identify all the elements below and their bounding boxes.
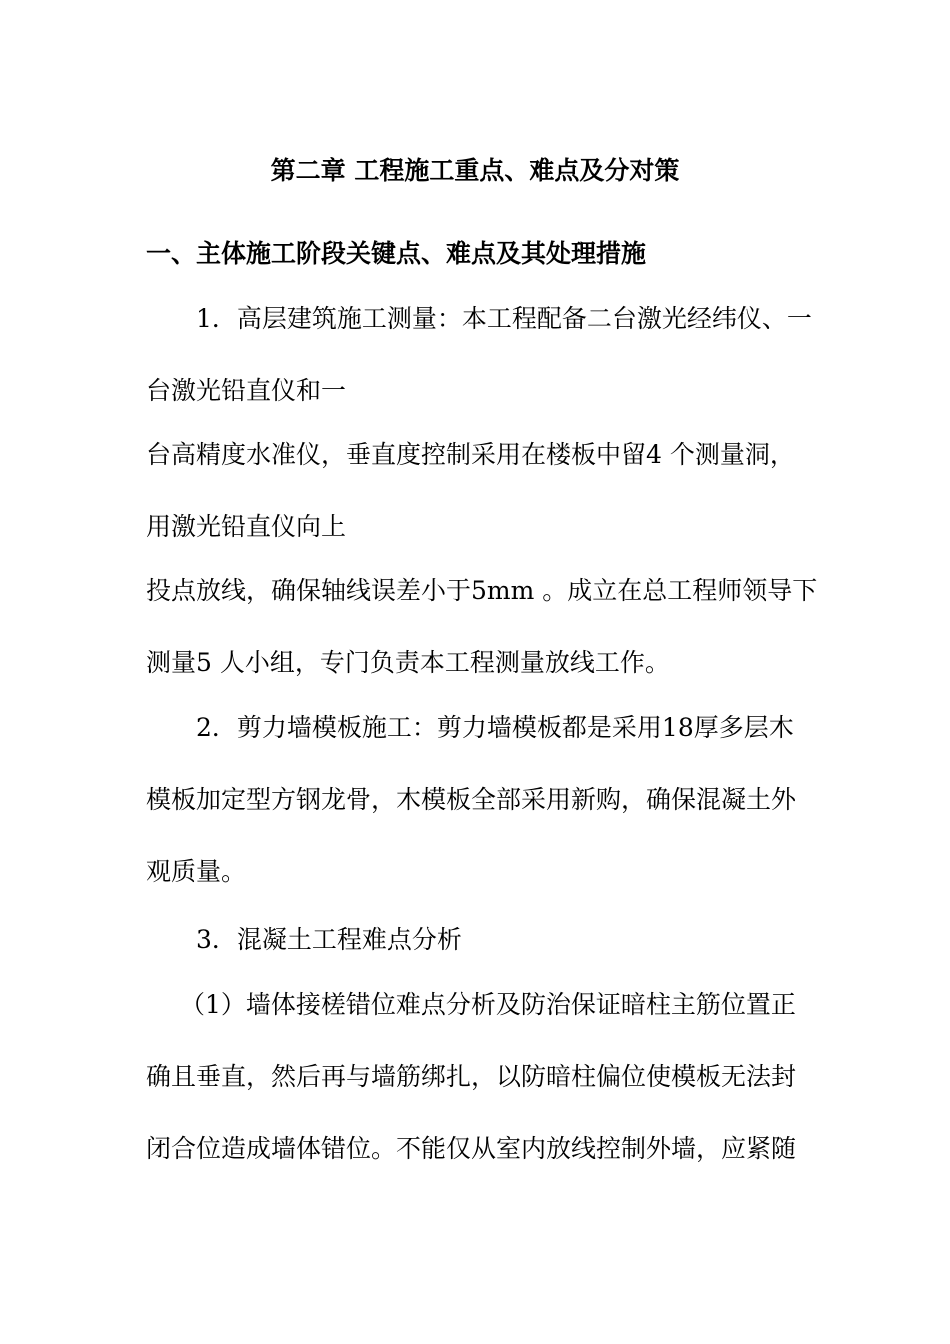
paragraph-line: 3．混凝土工程难点分析 [196,925,462,954]
paragraph-line: 测量5 人小组，专门负责本工程测量放线工作。 [146,648,670,677]
paragraph-line: （1）墙体接槎错位难点分析及防治保证暗柱主筋位置正 [180,990,796,1019]
paragraph-line: 确且垂直，然后再与墙筋绑扎，以防暗柱偏位使模板无法封 [146,1062,797,1091]
paragraph-line: 投点放线，确保轴线误差小于5mm 。成立在总工程师领导下 [146,576,818,605]
paragraph-line: 观质量。 [146,857,247,886]
paragraph-line: 闭合位造成墙体错位。不能仅从室内放线控制外墙，应紧随 [146,1134,797,1163]
section-heading: 一、主体施工阶段关键点、难点及其处理措施 [146,239,647,268]
paragraph-line: 1．高层建筑施工测量：本工程配备二台激光经纬仪、一 [196,304,812,333]
paragraph-line: 台高精度水准仪，垂直度控制采用在楼板中留4 个测量洞， [146,440,795,469]
paragraph-line: 用激光铅直仪向上 [146,512,347,541]
paragraph-line: 模板加定型方钢龙骨，木模板全部采用新购，确保混凝土外 [146,785,797,814]
paragraph-line: 2．剪力墙模板施工：剪力墙模板都是采用18厚多层木 [196,713,794,742]
paragraph-line: 台激光铅直仪和一 [146,376,347,405]
chapter-title: 第二章 工程施工重点、难点及分对策 [270,156,680,185]
